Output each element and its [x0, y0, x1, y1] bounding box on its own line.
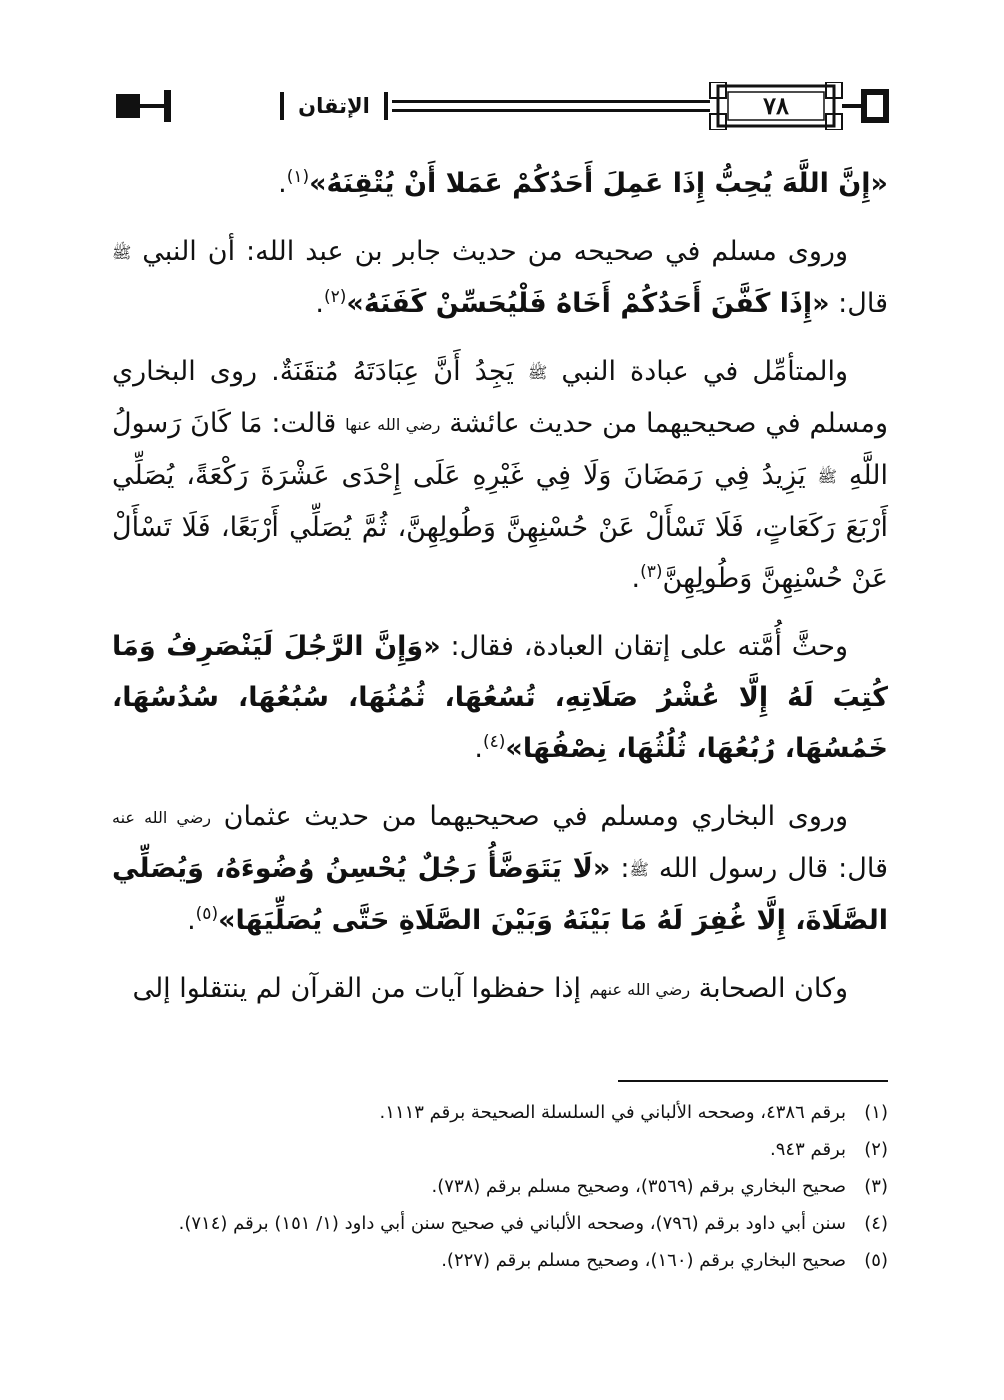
- paragraph-text: وروى البخاري ومسلم في صحيحيهما من حديث عثمان: [223, 801, 848, 832]
- paragraph-text: يَجِدُ أَنَّ عِبَادَتَهُ مُتقَنَةٌ. روى البخاري ومسلم في صحيحيهما من حديث عائشة: [112, 356, 888, 439]
- footnote-1: [112, 1094, 888, 1131]
- hadith-quote: «إِنَّ اللَّهَ يُحِبُّ إِذَا عَمِلَ أَحَدُكُمْ عَمَلا أَنْ يُتْقِنَهُ»: [309, 168, 888, 199]
- paragraph-text: قالت: مَا كَانَ رَسولُ اللَّهِ: [112, 408, 889, 491]
- page-header: [112, 82, 890, 130]
- footnote-separator: [618, 1080, 888, 1082]
- paragraph-text: والمتأمِّل في عبادة النبي: [561, 356, 848, 387]
- footnote-ref: (٤): [483, 732, 506, 752]
- punctuation: .: [474, 733, 483, 764]
- page-number: ٧٨: [763, 91, 789, 120]
- punctuation: :: [620, 853, 630, 884]
- paragraph-text: وحثَّ أُمَّته على إتقان العبادة، فقال:: [450, 631, 848, 662]
- hadith-quote: «لَا يَتَوَضَّأُ رَجُلٌ يُحْسِنُ وُضُوءَهُ، وَيُصَلِّي الصَّلَاةَ، إِلَّا غُفِرَ لَهُ مَا بَيْنَهُ وَبَيْنَ الصَّلَاةِ حَتَّى يُصَلِّيَهَا»: [112, 853, 888, 936]
- paragraph-3: [112, 346, 888, 604]
- footnote-ref: (٥): [195, 904, 219, 924]
- footnote-number: (٣): [864, 1176, 888, 1197]
- paragraph-text: قال:: [838, 288, 888, 319]
- running-title: الإتقان: [298, 94, 370, 118]
- footnote-5: [112, 1242, 888, 1279]
- paragraph-1: [112, 158, 888, 209]
- footnotes: [112, 1094, 888, 1279]
- main-text: [112, 158, 888, 1032]
- footnote-number: (٥): [864, 1250, 888, 1271]
- salutation-glyph: رضي الله عنهم: [589, 980, 691, 999]
- paragraph-text: وكان الصحابة: [698, 973, 848, 1004]
- footnote-text: برقم ٤٣٨٦، وصححه الألباني في السلسلة الصحيحة برقم ١١١٣.: [379, 1102, 846, 1123]
- paragraph-4: [112, 621, 888, 774]
- footnote-text: صحيح البخاري برقم (٣٥٦٩)، وصحيح مسلم برقم (٧٣٨).: [431, 1176, 846, 1197]
- footnote-3: [112, 1168, 888, 1205]
- paragraph-text: إذا حفظوا آيات من القرآن لم ينتقلوا إلى: [132, 973, 582, 1004]
- salutation-glyph: رضي الله عنها: [345, 415, 441, 434]
- salutation-glyph: ﷺ: [527, 363, 548, 382]
- salutation-glyph: رضي الله عنه: [112, 808, 212, 827]
- paragraph-text: وروى مسلم في صحيحه من حديث جابر بن عبد الله: أن النبي: [142, 236, 848, 267]
- footnote-number: (٤): [864, 1213, 888, 1234]
- paragraph-text: يَزِيدُ فِي رَمَضَانَ وَلَا فِي غَيْرِهِ عَلَى إِحْدَى عَشْرَةَ رَكْعَةً، يُصَلِّي أَرْبَعَ رَكَعَاتٍ، فَلَا تَسْأَلْ عَنْ حُسْنِهِنَّ وَطُولِهِنَّ، ثُمَّ يُصَلِّي أَرْبَعًا، فَلَا تَسْأَلْ عَنْ حُسْنِهِنَّ وَطُولِهِنَّ: [112, 460, 888, 594]
- paragraph-text: قال: قال رسول الله: [658, 853, 889, 884]
- paragraph-5: [112, 791, 888, 946]
- punctuation: .: [631, 563, 641, 594]
- salutation-glyph: ﷺ: [817, 467, 837, 486]
- paragraph-2: [112, 226, 888, 329]
- salutation-glyph: ﷺ: [629, 860, 649, 879]
- punctuation: .: [278, 168, 287, 199]
- footnote-ref: (١): [286, 167, 310, 187]
- footnote-2: [112, 1131, 888, 1168]
- hadith-quote: «وَإِنَّ الرَّجُلَ لَيَنْصَرِفُ وَمَا كُتِبَ لَهُ إِلَّا عُشْرُ صَلَاتِهِ، تُسُعُهَا، ثُمُنُهَا، سُبُعُهَا، سُدُسُهَا، خَمُسُهَا، رُبُعُهَا، ثُلُثُهَا، نِصْفُهَا»: [112, 631, 888, 764]
- punctuation: .: [315, 288, 324, 319]
- footnote-ref: (٣): [640, 562, 663, 582]
- salutation-glyph: ﷺ: [112, 243, 132, 262]
- footnote-text: برقم ٩٤٣.: [770, 1139, 846, 1160]
- punctuation: .: [187, 905, 196, 936]
- footnote-number: (١): [864, 1102, 888, 1123]
- hadith-quote: «إِذَا كَفَّنَ أَحَدُكُمْ أَخَاهُ فَلْيُحَسِّنْ كَفَنَهُ»: [346, 288, 830, 319]
- footnote-number: (٢): [864, 1139, 888, 1160]
- footnote-text: سنن أبي داود برقم (٧٩٦)، وصححه الألباني في صحيح سنن أبي داود (١/ ١٥١) برقم (٧١٤).: [178, 1213, 846, 1234]
- paragraph-6: [112, 963, 888, 1015]
- footnote-text: صحيح البخاري برقم (١٦٠)، وصحيح مسلم برقم (٢٢٧).: [441, 1250, 846, 1271]
- footnote-4: [112, 1205, 888, 1242]
- footnote-ref: (٢): [323, 287, 347, 307]
